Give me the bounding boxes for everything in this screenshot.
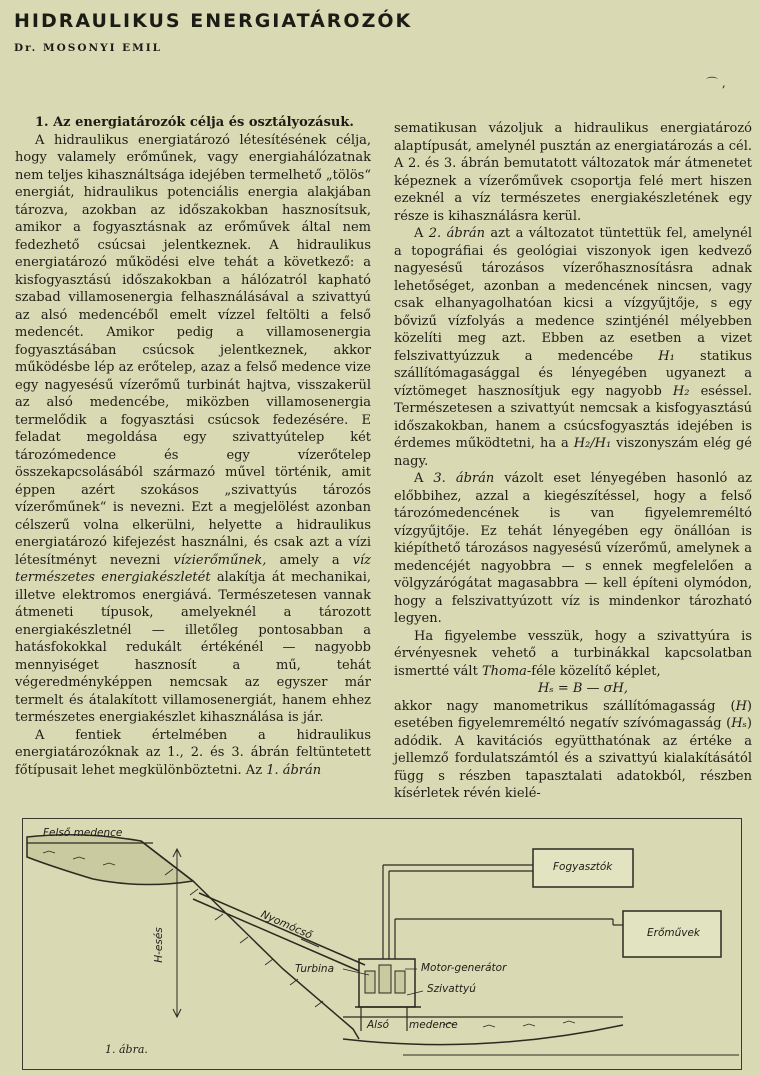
emphasis: 3. ábrán [433,471,495,486]
emphasis: víz természetes energiakészletét [15,552,372,585]
text-run: eséssel. Természetesen a szivattyút nemcsak a kisfogyasztású időszakokban, hanem a csúcsfogyasztás idejében is érdemes működtetni, ha a [394,383,752,451]
label-turbine: Turbina [295,963,335,975]
label-upper-basin: Felső medence [43,827,123,839]
label-pump: Szivattyú [427,983,476,995]
text-run: A [414,471,434,486]
text-run: amely a [266,552,353,568]
paragraph-thoma [394,628,752,681]
emphasis: vízierőműnek, [173,552,267,568]
section-title: 1. Az energiatározók célja és osztályozásuk. [35,115,354,130]
text-run: -féle közelítő képlet, [526,663,661,679]
paragraph-cavitation [394,698,752,803]
motor-generator-unit [379,965,391,993]
symbol: H₁ [658,348,675,364]
paragraph-figure-2 [394,225,752,470]
symbol: H [735,698,747,714]
symbol: H₂ [672,383,690,399]
text-run: Ha figyelembe vesszük, hogy a szivattyúra is érvényesnek vehető a turbinákkal kapcsolatban ismertté vált [394,628,752,679]
label-lower-basin-b: medence [409,1019,458,1031]
symbol: Hₛ [731,716,747,731]
left-column [15,114,371,779]
text-run: akkor nagy manometrikus szállítómagasság ( [394,698,736,714]
text-run: ) adódik. A kavitációs együtthatónak az értéke a jellemző fordulatszámtól és a szivattyú kialakításától függ s részben tapasztalati adatokból, részben kísérletek révén kielé- [394,716,752,801]
text-run: statikus szállítómagasággal és lényegében ugyanezt a víztömeget hasznosítjuk egy nagyobb [394,348,752,399]
text-run: A [414,226,429,241]
label-power-plants: Erőművek [647,927,701,939]
figure-diagram [23,819,741,1069]
author-name: Dr. MOSONYI EMIL [14,42,163,54]
text-run: azt a változatot tüntettük fel, amelynél a topográfiai és geológiai viszonyok igen kedvező nagyesésű tározásos vízerőhasznosításra adnak lehetőséget, azonban a medencének nincsen, vagy csak elhanyagolhatóan kicsi a vízgyűjtője, s egy bővizű vízfolyás a medence szintjénél mélyebben közelíti meg azt. Ebben az esetben a vizet felszivattyúzzuk a medencébe [394,226,752,364]
text-run: ) esetében figyelemreméltó negatív szívómagasság ( [394,698,752,731]
text-run: A fentiek értelmében a hidraulikus energiatározóknak az 1., 2. és 3. ábrán feltüntetett főtípusait lehet megkülönböztetni. Az [15,727,371,778]
label-head: H-esés [152,927,165,963]
figure-caption: 1. ábra. [105,1043,148,1056]
lower-basin-waves [443,1021,575,1027]
paragraph-types [15,727,371,780]
label-penstock: Nyomócső [258,908,314,942]
paragraph-intro [15,132,371,727]
emphasis: 1. ábrán [266,762,322,778]
penstock-pipe-bottom [193,899,359,971]
text-run: viszonyszám elég gé nagy. [394,436,752,469]
paragraph-figure-3 [394,470,752,628]
label-motor-generator: Motor-generátor [421,962,507,974]
label-lower-basin-a: Alsó [367,1019,389,1031]
emphasis: 2. ábrán [428,226,485,241]
text-run: vázolt eset lényegében hasonló az előbbihez, azzal a kiegészítéssel, hogy a felső tározómedencének is van figyelemreméltó vízgyűjtője. Ez tehát lényegében egy önállóan is kiépíthető tározásos nagyesésű vízerőmű, amelynek a medencéjét nagyobbra — s ennek megfelelően a völgyzárógátat magasabbra — kell építeni olymódon, hogy a felszivattyúzott víz is mindenkor tározható legyen. [394,471,752,626]
figure-1 [22,818,742,1070]
text-run: alakítja át mechanikai, illetve elektromos energiává. Természetesen vannak átmeneti típusok, amelyeknél a tározott energiakészletnél — illetőleg pontosabban a hatásfokokkal redukált értékénél — nagyobb mennyiséget hasznosít a mű, tehát végeredményképpen nemcsak az egyszer már termelt és átalakított villamosenergiát, hanem ehhez természetes energiakészlet kihasználása is jár. [15,570,371,725]
hillside-hatching [165,869,323,1007]
corner-mark: ⌒ , [706,76,726,90]
paragraph-continuation: sematikusan vázoljuk a hidraulikus energiatározó alaptípusát, amelynél pusztán az energiatározás a cél. A 2. és 3. ábrán bemutatott változatok már átmenetet képeznek a vízerőművek csoportja felé mert hiszen ezeknél a víz természetes energiakészletének egy része is kihasználásra kerül. [394,121,752,224]
flow-arrow [301,939,319,947]
pump-unit [395,971,405,993]
right-column [394,120,752,803]
thoma-formula: Hₛ = B — σH, [537,681,629,696]
upper-basin-shape [27,835,193,885]
article-title: HIDRAULIKUS ENERGIATÁROZÓK [14,10,413,32]
emphasis: Thoma [481,663,527,679]
text-run: A hidraulikus energiatározó létesítésének célja, hogy valamely erőműnek, vagy energiahálózatnak nem teljes kihasználtsága idejében termelhető „tölös“ energiát, hidraulikus potenciális energia alakjában tározva, azokban az időszakokban hasznosítsuk, amikor a fogyasztásnak az erőművek által nem fedezhető csúcsai jelentkeznek. A hidraulikus energiatározó működési elve tehát a következő: a kisfogyasztású időszakokban a hálózatról kapható szabad villamosenergia felhasználásával a szivattyú az alsó medencéből emelt vízzel feltölti a felső medencét. Amikor pedig a villamosenergia fogyasztásában csúcsok jelentkeznek, akkor működésbe lép az erőtelep, azaz a felső medence vize egy nagyesésű vízerőmű turbinát hajtva, visszakerül az alsó medencébe, miközben villamosenergia termelődik a fogyasztási csúcsok fedezésére. E feladat megoldása egy szivattyútelep két tározómedence és egy vízerőtelep összekapcsolásából származó művel történik, amit éppen azért szokásos „szivattyús tározós vízerőműnek“ is nevezni. Ezt a megjelölést azonban célszerű volna elkerülni, helyette a hidraulikus energiatározó kifejezést használni, és csak azt a vízi létesítményt nevezni [15,132,372,568]
symbol: H₂/H₁ [573,436,612,451]
label-consumers: Fogyasztók [553,861,613,873]
